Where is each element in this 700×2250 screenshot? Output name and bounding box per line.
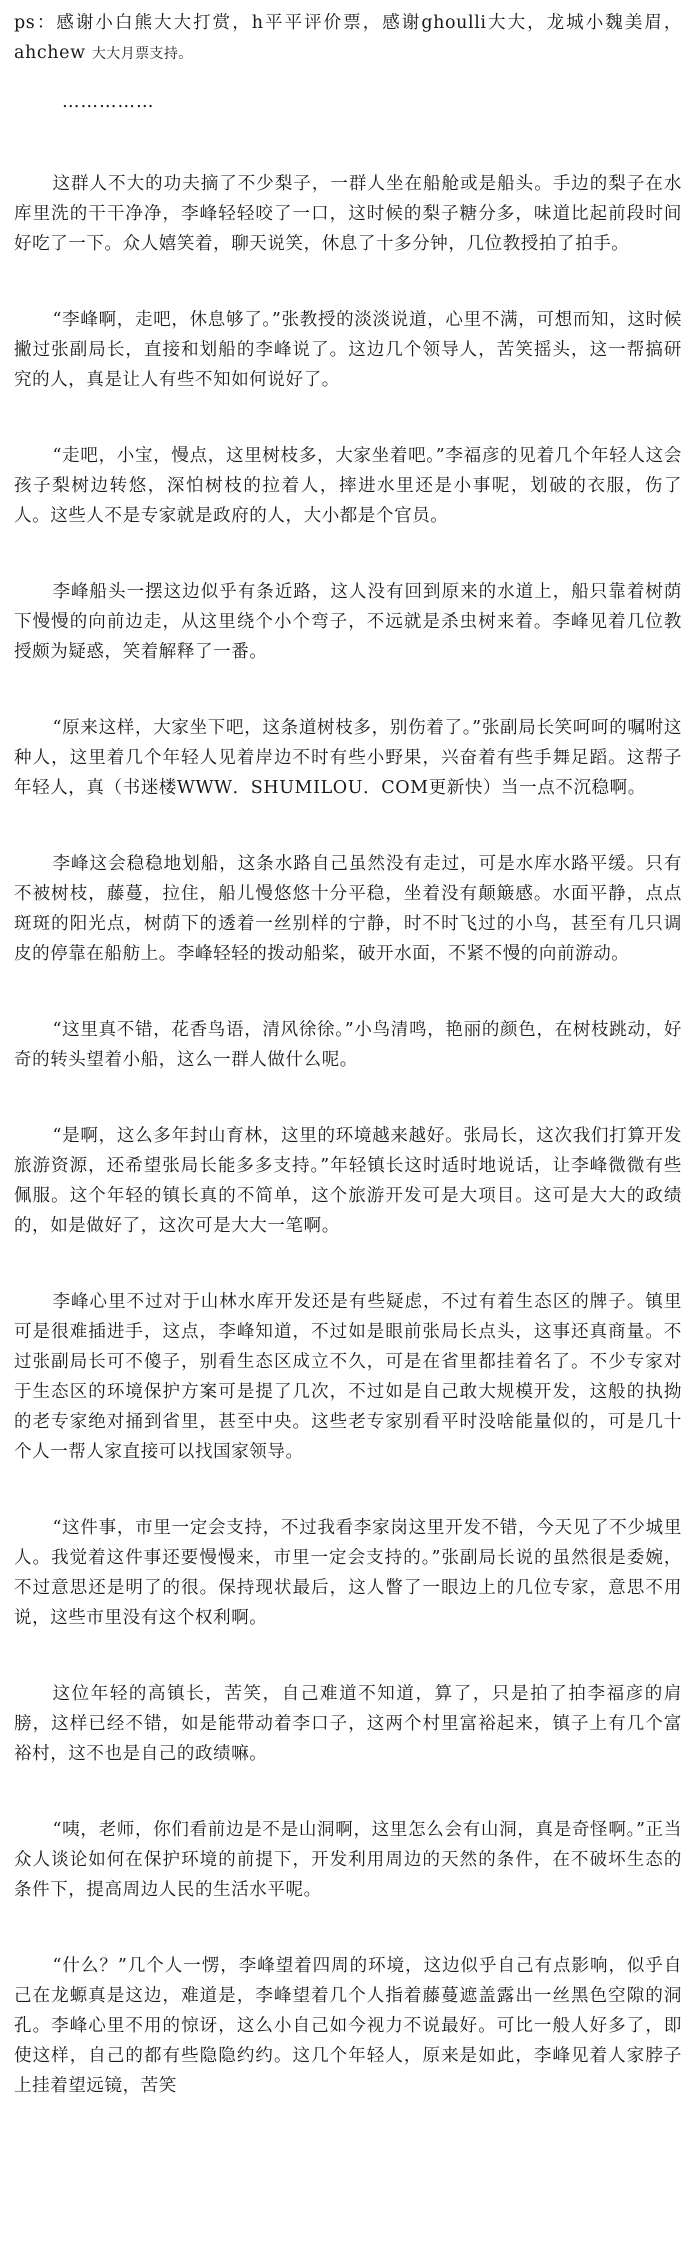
paragraph: 李峰这会稳稳地划船，这条水路自己虽然没有走过，可是水库水路平缓。只有不被树枝，藤蔓，拉住，船儿慢悠悠十分平稳，坐着没有颠簸感。水面平静，点点斑斑的阳光点，树荫下的透着一丝别样的宁静，时不时飞过的小鸟，甚至有几只调皮的停靠在船舫上。李峰轻轻的拨动船桨，破开水面，不紧不慢的向前游动。	[14, 854, 682, 964]
author-thanks-tail: 大大月票支持。	[91, 46, 193, 62]
paragraph: 李峰心里不过对于山林水库开发还是有些疑虑，不过有着生态区的牌子。镇里可是很难插进手，这点，李峰知道，不过如是眼前张局长点头，这事还真商量。不过张副局长可不傻子，别看生态区成立不久，可是在省里都挂着名了。不少专家对于生态区的环境保护方案可是提了几次，不过如是自己敢大规模开发，这般的执拗的老专家绝对捅到省里，甚至中央。这些老专家别看平时没啥能量似的，可是几十个人一帮人家直接可以找国家领导。	[14, 1292, 682, 1462]
paragraph: “这件事，市里一定会支持，不过我看李家岗这里开发不错，今天见了不少城里人。我觉着这件事还要慢慢来，市里一定会支持的。”张副局长说的虽然很是委婉，不过意思还是明了的很。保持现状最后，这人瞥了一眼边上的几位专家，意思不用说，这些市里没有这个权利啊。	[14, 1518, 682, 1628]
paragraph: “这里真不错，花香鸟语，清风徐徐。”小鸟清鸣，艳丽的颜色，在树枝跳动，好奇的转头望着小船，这么一群人做什么呢。	[14, 1020, 682, 1070]
section-separator: ……………	[62, 92, 155, 112]
paragraph: “咦，老师，你们看前边是不是山洞啊，这里怎么会有山洞，真是奇怪啊。”正当众人谈论如何在保护环境的前提下，开发利用周边的天然的条件，在不破坏生态的条件下，提高周边人民的生活水平呢。	[14, 1820, 682, 1900]
paragraph: “李峰啊，走吧，休息够了。”张教授的淡淡说道，心里不满，可想而知，这时候撇过张副局长，直接和划船的李峰说了。这边几个领导人，苦笑摇头，这一帮搞研究的人，真是让人有些不知如何说好了。	[14, 310, 682, 390]
paragraph: “原来这样，大家坐下吧，这条道树枝多，别伤着了。”张副局长笑呵呵的嘱咐这种人，这里着几个年轻人见着岸边不时有些小野果，兴奋着有些手舞足蹈。这帮子年轻人，真（书迷楼WWW．SHUMILOU．COM更新快）当一点不沉稳啊。	[14, 718, 682, 798]
paragraph: “什么？”几个人一愣，李峰望着四周的环境，这边似乎自己有点影响，似乎自己在龙螈真是这边，难道是，李峰望着几个人指着藤蔓遮盖露出一丝黑色空隙的洞孔。李峰心里不用的惊讶，这么小自己如今视力不说最好。可比一般人好多了，即使这样，自己的都有些隐隐约约。这几个年轻人，原来是如此，李峰见着人家脖子上挂着望远镜，苦笑	[14, 1956, 682, 2096]
author-thanks-text: ps：感谢小白熊大大打赏，h平平评价票，感谢ghoulli大大，龙城小魏美眉，ahchew	[14, 13, 682, 63]
paragraph: 李峰船头一摆这边似乎有条近路，这人没有回到原来的水道上，船只靠着树荫下慢慢的向前边走，从这里绕个小个弯子，不远就是杀虫树来着。李峰见着几位教授颇为疑惑，笑着解释了一番。	[14, 582, 682, 662]
paragraph: 这位年轻的高镇长，苦笑，自己难道不知道，算了，只是拍了拍李福彦的肩膀，这样已经不错，如是能带动着李口子，这两个村里富裕起来，镇子上有几个富裕村，这不也是自己的政绩嘛。	[14, 1684, 682, 1764]
paragraph: “是啊，这么多年封山育林，这里的环境越来越好。张局长，这次我们打算开发旅游资源，还希望张局长能多多支持。”年轻镇长这时适时地说话，让李峰微微有些佩服。这个年轻的镇长真的不简单，这个旅游开发可是大项目。这可是大大的政绩的，如是做好了，这次可是大大一笔啊。	[14, 1126, 682, 1236]
paragraph: “走吧，小宝，慢点，这里树枝多，大家坐着吧。”李福彦的见着几个年轻人这会孩子梨树边转悠，深怕树枝的拉着人，摔进水里还是小事呢，划破的衣服，伤了人。这些人不是专家就是政府的人，大小都是个官员。	[14, 446, 682, 526]
paragraph: 这群人不大的功夫摘了不少梨子，一群人坐在船舱或是船头。手边的梨子在水库里洗的干干净净，李峰轻轻咬了一口，这时候的梨子糖分多，味道比起前段时间好吃了一下。众人嬉笑着，聊天说笑，休息了十多分钟，几位教授拍了拍手。	[14, 174, 682, 254]
author-note	[14, 8, 682, 69]
